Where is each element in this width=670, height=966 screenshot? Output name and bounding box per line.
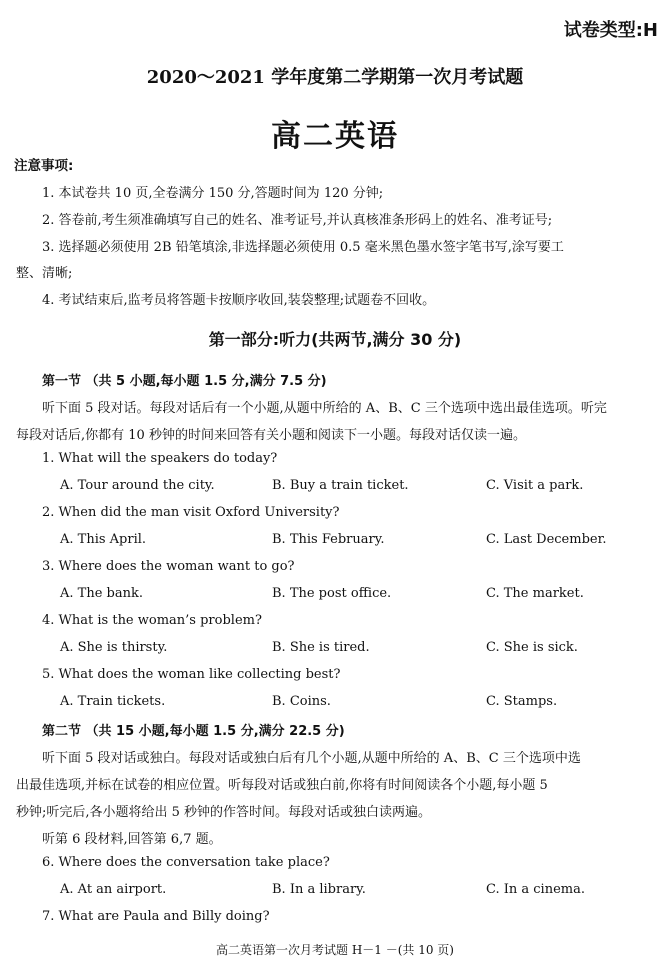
option-c: C. In a cinema. (486, 882, 585, 897)
question-stem: 1. What will the speakers do today? (42, 451, 278, 466)
question-stem: 2. When did the man visit Oxford University? (42, 505, 340, 520)
section1-heading: 第一节 （共 5 小题,每小题 1.5 分,满分 7.5 分) (42, 374, 327, 389)
option-c: C. Visit a park. (486, 478, 584, 493)
option-c: C. She is sick. (486, 640, 578, 655)
part1-title: 第一部分:听力(共两节,满分 30 分) (208, 330, 462, 349)
page-footer: 高二英语第一次月考试题 H－1 －(共 10 页) (216, 943, 454, 957)
option-c: C. The market. (486, 586, 584, 601)
option-a: A. Tour around the city. (60, 478, 215, 493)
section2-instruction: 秒钟;听完后,各小题将给出 5 秒钟的作答时间。每段对话或独白读两遍。 (16, 805, 432, 820)
option-c: C. Stamps. (486, 694, 558, 709)
option-a: A. This April. (60, 532, 147, 547)
question-stem: 4. What is the woman’s problem? (42, 613, 262, 628)
option-b: B. Buy a train ticket. (272, 478, 409, 493)
section1-instruction: 听下面 5 段对话。每段对话后有一个小题,从题中所给的 A、B、C 三个选项中选出最佳选项。听完 (42, 401, 607, 416)
option-a: A. At an airport. (60, 882, 167, 897)
note-item: 4. 考试结束后,监考员将答题卡按顺序收回,装袋整理;试题卷不回收。 (42, 293, 436, 308)
option-b: B. This February. (272, 532, 385, 547)
option-b: B. Coins. (272, 694, 331, 709)
option-c: C. Last December. (486, 532, 607, 547)
note-item-continuation: 整、清晰; (16, 266, 73, 281)
question-stem: 6. Where does the conversation take place? (42, 855, 330, 870)
exam-type-label: 试卷类型:H (563, 20, 658, 41)
note-item: 3. 选择题必须使用 2B 铅笔填涂,非选择题必须使用 0.5 毫米黑色墨水签字笔书写,涂写要工 (42, 240, 564, 255)
option-b: B. In a library. (272, 882, 366, 897)
question-stem: 7. What are Paula and Billy doing? (42, 909, 270, 924)
option-a: A. She is thirsty. (60, 640, 168, 655)
section1-instruction: 每段对话后,你都有 10 秒钟的时间来回答有关小题和阅读下一小题。每段对话仅读一遍。 (16, 428, 526, 443)
option-b: B. She is tired. (272, 640, 370, 655)
subject-title: 高二英语 (271, 119, 399, 154)
note-item: 2. 答卷前,考生须准确填写自己的姓名、准考证号,并认真核准条形码上的姓名、准考证号; (42, 213, 553, 228)
exam-title: 2020～2021 学年度第二学期第一次月考试题 (146, 67, 524, 88)
question-stem: 3. Where does the woman want to go? (42, 559, 295, 574)
section2-instruction: 出最佳选项,并标在试卷的相应位置。听每段对话或独白前,你将有时间阅读各个小题,每小题 5 (16, 778, 548, 793)
note-item: 1. 本试卷共 10 页,全卷满分 150 分,答题时间为 120 分钟; (42, 186, 384, 201)
option-b: B. The post office. (272, 586, 392, 601)
notes-heading: 注意事项: (14, 158, 74, 174)
option-a: A. The bank. (60, 586, 143, 601)
question-stem: 5. What does the woman like collecting best? (42, 667, 341, 682)
section2-instruction: 听下面 5 段对话或独白。每段对话或独白后有几个小题,从题中所给的 A、B、C 三个选项中选 (42, 751, 581, 766)
material-note: 听第 6 段材料,回答第 6,7 题。 (42, 832, 222, 847)
section2-heading: 第二节 （共 15 小题,每小题 1.5 分,满分 22.5 分) (42, 724, 345, 739)
option-a: A. Train tickets. (60, 694, 166, 709)
